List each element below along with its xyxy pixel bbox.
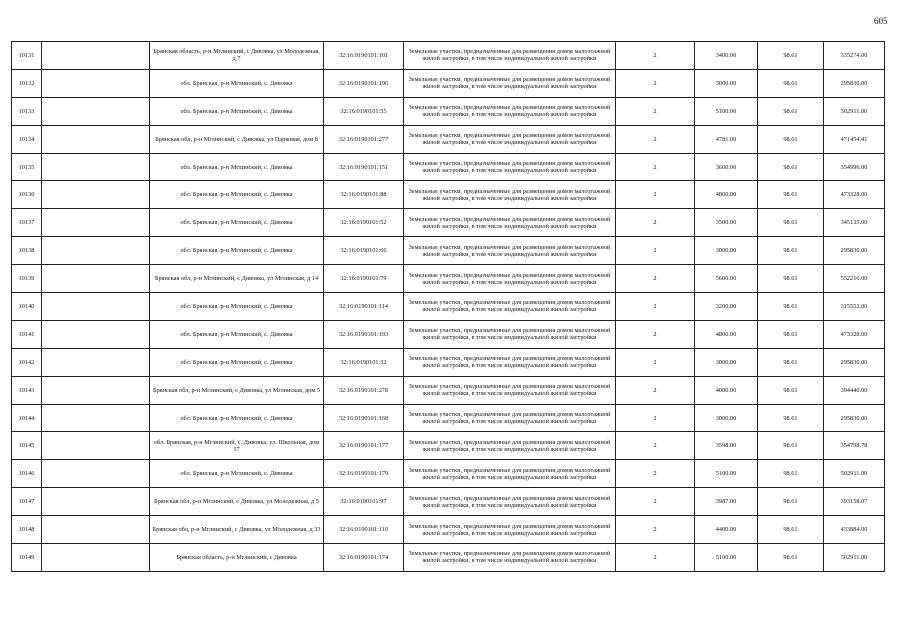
land-registry-table xyxy=(11,41,885,572)
blank-cell xyxy=(42,404,150,432)
cadastral-number-cell: 32:16:0190101:168 xyxy=(324,404,404,432)
page-number: 605 xyxy=(874,16,888,26)
cadastral-number-cell: 32:16:0190101:177 xyxy=(324,432,404,460)
area-cell: 3400.00 xyxy=(695,42,758,70)
group-cell: 2 xyxy=(616,460,695,488)
area-cell: 4800.00 xyxy=(695,181,758,209)
rate-cell: 98.61 xyxy=(758,544,824,572)
table-row xyxy=(12,209,885,237)
cadastral-value-cell: 394440.00 xyxy=(824,376,885,404)
cadastral-value-cell: 315552.00 xyxy=(824,293,885,321)
blank-cell xyxy=(42,544,150,572)
blank-cell xyxy=(42,516,150,544)
cadastral-value-cell: 502911.00 xyxy=(824,460,885,488)
area-cell: 5100.00 xyxy=(695,97,758,125)
land-use-cell: Земельные участки, предназначенные для размещения домов малоэтажной жилой застройки, в том числе индивидуальной жилой застройки xyxy=(404,69,616,97)
row-number-cell: 10140 xyxy=(12,293,42,321)
address-cell: обл. Брянская, р-н Мглинский, с. Дивовка xyxy=(150,181,324,209)
group-cell: 2 xyxy=(616,432,695,460)
blank-cell xyxy=(42,265,150,293)
row-number-cell: 10147 xyxy=(12,488,42,516)
table-row xyxy=(12,97,885,125)
cadastral-number-cell: 32:16:0190101:52 xyxy=(324,209,404,237)
cadastral-value-cell: 295830.00 xyxy=(824,348,885,376)
land-use-cell: Земельные участки, предназначенные для размещения домов малоэтажной жилой застройки, в том числе индивидуальной жилой застройки xyxy=(404,42,616,70)
rate-cell: 98.61 xyxy=(758,237,824,265)
table-row xyxy=(12,42,885,70)
group-cell: 2 xyxy=(616,516,695,544)
rate-cell: 98.61 xyxy=(758,516,824,544)
address-cell: обл. Брянская, р-н Мглинский, с. Дивовка xyxy=(150,404,324,432)
area-cell: 3000.00 xyxy=(695,348,758,376)
cadastral-value-cell: 502911.00 xyxy=(824,97,885,125)
rate-cell: 98.61 xyxy=(758,153,824,181)
land-use-cell: Земельные участки, предназначенные для размещения домов малоэтажной жилой застройки, в том числе индивидуальной жилой застройки xyxy=(404,97,616,125)
cadastral-number-cell: 32:16:0190101:196 xyxy=(324,69,404,97)
address-cell: Брянская обл, р-н Мглинский, с Дивовка, ул Молодежная, д 33 xyxy=(150,516,324,544)
group-cell: 2 xyxy=(616,376,695,404)
group-cell: 2 xyxy=(616,97,695,125)
table-row xyxy=(12,460,885,488)
rate-cell: 98.61 xyxy=(758,404,824,432)
table-body xyxy=(12,42,885,572)
address-cell: обл. Брянская, р-н Мглинский, с. Дивовка xyxy=(150,348,324,376)
row-number-cell: 10143 xyxy=(12,376,42,404)
row-number-cell: 10131 xyxy=(12,42,42,70)
area-cell: 4781.00 xyxy=(695,125,758,153)
group-cell: 2 xyxy=(616,181,695,209)
cadastral-value-cell: 295830.00 xyxy=(824,404,885,432)
row-number-cell: 10135 xyxy=(12,153,42,181)
row-number-cell: 10133 xyxy=(12,97,42,125)
address-cell: обл. Брянская, р-н Мглинский, с. Дивовка xyxy=(150,237,324,265)
address-cell: Брянская область, р-н Мглинский, с Дивовка, ул Молодежная, д 7 xyxy=(150,42,324,70)
land-use-cell: Земельные участки, предназначенные для размещения домов малоэтажной жилой застройки, в том числе индивидуальной жилой застройки xyxy=(404,348,616,376)
land-use-cell: Земельные участки, предназначенные для размещения домов малоэтажной жилой застройки, в том числе индивидуальной жилой застройки xyxy=(404,181,616,209)
address-cell: Брянская обл, р-н Мглинский, с Дивовка, ул Мглинская, д 14 xyxy=(150,265,324,293)
row-number-cell: 10136 xyxy=(12,181,42,209)
rate-cell: 98.61 xyxy=(758,460,824,488)
cadastral-value-cell: 552216.00 xyxy=(824,265,885,293)
rate-cell: 98.61 xyxy=(758,209,824,237)
cadastral-value-cell: 433884.00 xyxy=(824,516,885,544)
rate-cell: 98.61 xyxy=(758,69,824,97)
row-number-cell: 10149 xyxy=(12,544,42,572)
group-cell: 2 xyxy=(616,265,695,293)
land-use-cell: Земельные участки, предназначенные для размещения домов малоэтажной жилой застройки, в том числе индивидуальной жилой застройки xyxy=(404,516,616,544)
address-cell: обл. Брянская, р-н Мглинский, с. Дивовка xyxy=(150,69,324,97)
blank-cell xyxy=(42,97,150,125)
area-cell: 3000.00 xyxy=(695,237,758,265)
cadastral-value-cell: 345135.00 xyxy=(824,209,885,237)
cadastral-number-cell: 32:16:0190101:174 xyxy=(324,544,404,572)
row-number-cell: 10141 xyxy=(12,320,42,348)
blank-cell xyxy=(42,42,150,70)
rate-cell: 98.61 xyxy=(758,320,824,348)
area-cell: 4400.00 xyxy=(695,516,758,544)
land-use-cell: Земельные участки, предназначенные для размещения домов малоэтажной жилой застройки, в том числе индивидуальной жилой застройки xyxy=(404,432,616,460)
cadastral-value-cell: 471454.41 xyxy=(824,125,885,153)
blank-cell xyxy=(42,293,150,321)
rate-cell: 98.61 xyxy=(758,265,824,293)
area-cell: 3987.00 xyxy=(695,488,758,516)
row-number-cell: 10144 xyxy=(12,404,42,432)
table-row xyxy=(12,544,885,572)
cadastral-number-cell: 32:16:0190101:119 xyxy=(324,516,404,544)
rate-cell: 98.61 xyxy=(758,432,824,460)
row-number-cell: 10134 xyxy=(12,125,42,153)
group-cell: 2 xyxy=(616,69,695,97)
group-cell: 2 xyxy=(616,209,695,237)
land-use-cell: Земельные участки, предназначенные для размещения домов малоэтажной жилой застройки, в том числе индивидуальной жилой застройки xyxy=(404,125,616,153)
cadastral-number-cell: 32:16:0190101:278 xyxy=(324,376,404,404)
table-row xyxy=(12,181,885,209)
rate-cell: 98.61 xyxy=(758,488,824,516)
cadastral-number-cell: 32:16:0190101:101 xyxy=(324,42,404,70)
table-row xyxy=(12,125,885,153)
blank-cell xyxy=(42,125,150,153)
group-cell: 2 xyxy=(616,488,695,516)
cadastral-number-cell: 32:16:0190101:79 xyxy=(324,265,404,293)
rate-cell: 98.61 xyxy=(758,376,824,404)
table-row xyxy=(12,265,885,293)
blank-cell xyxy=(42,488,150,516)
row-number-cell: 10138 xyxy=(12,237,42,265)
land-use-cell: Земельные участки, предназначенные для размещения домов малоэтажной жилой застройки, в том числе индивидуальной жилой застройки xyxy=(404,320,616,348)
group-cell: 2 xyxy=(616,42,695,70)
cadastral-value-cell: 354996.00 xyxy=(824,153,885,181)
blank-cell xyxy=(42,348,150,376)
area-cell: 3600.00 xyxy=(695,153,758,181)
table-row xyxy=(12,320,885,348)
group-cell: 2 xyxy=(616,404,695,432)
area-cell: 4000.00 xyxy=(695,376,758,404)
row-number-cell: 10137 xyxy=(12,209,42,237)
area-cell: 3598.00 xyxy=(695,432,758,460)
table-row xyxy=(12,348,885,376)
group-cell: 2 xyxy=(616,153,695,181)
blank-cell xyxy=(42,69,150,97)
address-cell: обл. Брянская, р-н Мглинский, с. Дивовка xyxy=(150,153,324,181)
rate-cell: 98.61 xyxy=(758,293,824,321)
cadastral-value-cell: 354798.78 xyxy=(824,432,885,460)
area-cell: 3500.00 xyxy=(695,209,758,237)
address-cell: Брянская обл, р-н Мглинский, с Дивовка, ул Молодежная, д 5 xyxy=(150,488,324,516)
table-row xyxy=(12,153,885,181)
area-cell: 5600.00 xyxy=(695,265,758,293)
address-cell: Брянская обл, р-н Мглинский, с Дивовка, ул Парковая, дом 8 xyxy=(150,125,324,153)
table-row xyxy=(12,488,885,516)
group-cell: 2 xyxy=(616,125,695,153)
group-cell: 2 xyxy=(616,544,695,572)
land-use-cell: Земельные участки, предназначенные для размещения домов малоэтажной жилой застройки, в том числе индивидуальной жилой застройки xyxy=(404,460,616,488)
blank-cell xyxy=(42,432,150,460)
land-use-cell: Земельные участки, предназначенные для размещения домов малоэтажной жилой застройки, в том числе индивидуальной жилой застройки xyxy=(404,488,616,516)
group-cell: 2 xyxy=(616,293,695,321)
cadastral-value-cell: 502911.00 xyxy=(824,544,885,572)
address-cell: Брянская область, р-н Мглинский, с Дивовка xyxy=(150,544,324,572)
cadastral-number-cell: 32:16:0190101:193 xyxy=(324,320,404,348)
land-use-cell: Земельные участки, предназначенные для размещения домов малоэтажной жилой застройки, в том числе индивидуальной жилой застройки xyxy=(404,153,616,181)
land-use-cell: Земельные участки, предназначенные для размещения домов малоэтажной жилой застройки, в том числе индивидуальной жилой застройки xyxy=(404,404,616,432)
row-number-cell: 10145 xyxy=(12,432,42,460)
area-cell: 3000.00 xyxy=(695,69,758,97)
land-use-cell: Земельные участки, предназначенные для размещения домов малоэтажной жилой застройки, в том числе индивидуальной жилой застройки xyxy=(404,209,616,237)
cadastral-value-cell: 473328.00 xyxy=(824,181,885,209)
cadastral-number-cell: 32:16:0190101:66 xyxy=(324,237,404,265)
cadastral-value-cell: 393158.07 xyxy=(824,488,885,516)
table-row xyxy=(12,516,885,544)
address-cell: обл. Брянская, р-н Мглинский, с. Дивовка xyxy=(150,320,324,348)
cadastral-number-cell: 32:16:0190101:179 xyxy=(324,460,404,488)
land-use-cell: Земельные участки, предназначенные для размещения домов малоэтажной жилой застройки, в том числе индивидуальной жилой застройки xyxy=(404,544,616,572)
row-number-cell: 10142 xyxy=(12,348,42,376)
table-row xyxy=(12,69,885,97)
blank-cell xyxy=(42,320,150,348)
rate-cell: 98.61 xyxy=(758,181,824,209)
cadastral-value-cell: 335274.00 xyxy=(824,42,885,70)
table-row xyxy=(12,376,885,404)
land-use-cell: Земельные участки, предназначенные для размещения домов малоэтажной жилой застройки, в том числе индивидуальной жилой застройки xyxy=(404,376,616,404)
land-use-cell: Земельные участки, предназначенные для размещения домов малоэтажной жилой застройки, в том числе индивидуальной жилой застройки xyxy=(404,265,616,293)
cadastral-number-cell: 32:16:0190101:88 xyxy=(324,181,404,209)
rate-cell: 98.61 xyxy=(758,42,824,70)
table-row xyxy=(12,432,885,460)
row-number-cell: 10146 xyxy=(12,460,42,488)
address-cell: обл. Брянская, р-н Мглинский, с. Дивовка xyxy=(150,460,324,488)
rate-cell: 98.61 xyxy=(758,97,824,125)
row-number-cell: 10139 xyxy=(12,265,42,293)
address-cell: Брянская обл, р-н Мглинский, с Дивовка, ул Мглинская, дом 5 xyxy=(150,376,324,404)
cadastral-value-cell: 295830.00 xyxy=(824,237,885,265)
cadastral-number-cell: 32:16:0190101:55 xyxy=(324,97,404,125)
cadastral-number-cell: 32:16:0190101:97 xyxy=(324,488,404,516)
blank-cell xyxy=(42,237,150,265)
cadastral-value-cell: 473328.00 xyxy=(824,320,885,348)
address-cell: обл. Брянская, р-н Мглинский, с. Дивовка xyxy=(150,97,324,125)
rate-cell: 98.61 xyxy=(758,348,824,376)
blank-cell xyxy=(42,209,150,237)
cadastral-value-cell: 295830.00 xyxy=(824,69,885,97)
cadastral-number-cell: 32:16:0190101:277 xyxy=(324,125,404,153)
cadastral-number-cell: 32:16:0190101:114 xyxy=(324,293,404,321)
table-row xyxy=(12,404,885,432)
address-cell: обл. Брянская, р-н Мглинский, с. Дивовка xyxy=(150,209,324,237)
area-cell: 5100.00 xyxy=(695,544,758,572)
row-number-cell: 10132 xyxy=(12,69,42,97)
blank-cell xyxy=(42,153,150,181)
row-number-cell: 10148 xyxy=(12,516,42,544)
rate-cell: 98.61 xyxy=(758,125,824,153)
group-cell: 2 xyxy=(616,237,695,265)
cadastral-number-cell: 32:16:0190101:151 xyxy=(324,153,404,181)
area-cell: 3000.00 xyxy=(695,404,758,432)
address-cell: обл. Брянская, р-н Мглинский, с. Дивовка, ул. Школьная, дом 17 xyxy=(150,432,324,460)
table-row xyxy=(12,237,885,265)
blank-cell xyxy=(42,376,150,404)
table-row xyxy=(12,293,885,321)
land-use-cell: Земельные участки, предназначенные для размещения домов малоэтажной жилой застройки, в том числе индивидуальной жилой застройки xyxy=(404,293,616,321)
area-cell: 5100.00 xyxy=(695,460,758,488)
blank-cell xyxy=(42,181,150,209)
area-cell: 3200.00 xyxy=(695,293,758,321)
group-cell: 2 xyxy=(616,348,695,376)
area-cell: 4800.00 xyxy=(695,320,758,348)
cadastral-number-cell: 32:16:0190101:32 xyxy=(324,348,404,376)
blank-cell xyxy=(42,460,150,488)
land-use-cell: Земельные участки, предназначенные для размещения домов малоэтажной жилой застройки, в том числе индивидуальной жилой застройки xyxy=(404,237,616,265)
group-cell: 2 xyxy=(616,320,695,348)
address-cell: обл. Брянская, р-н Мглинский, с. Дивовка xyxy=(150,293,324,321)
